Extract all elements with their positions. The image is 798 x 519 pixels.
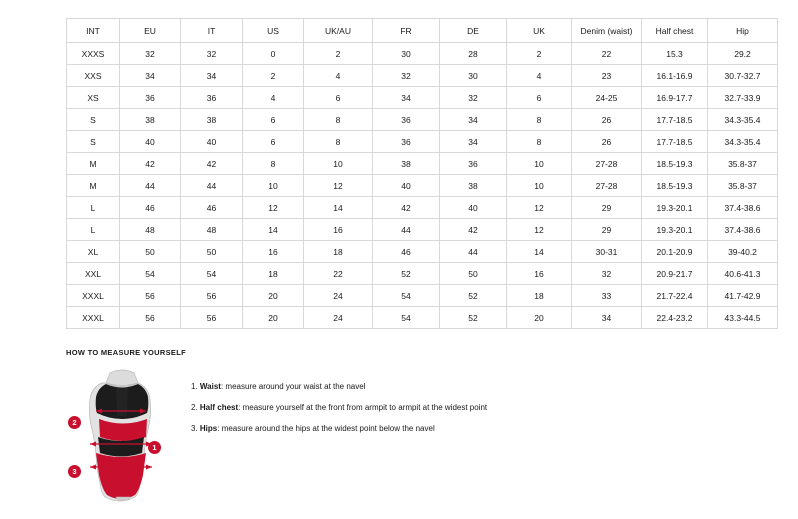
table-cell: 37.4-38.6	[708, 219, 778, 241]
table-cell: 36	[440, 153, 507, 175]
column-header: Half chest	[642, 19, 708, 43]
table-cell: 28	[440, 43, 507, 65]
table-cell: 52	[373, 263, 440, 285]
table-cell: 29.2	[708, 43, 778, 65]
table-cell: 34	[373, 87, 440, 109]
size-chart-table	[66, 18, 778, 329]
table-cell: 18	[304, 241, 373, 263]
table-cell: XXXS	[67, 43, 120, 65]
table-cell: 40	[181, 131, 243, 153]
instruction-item	[191, 383, 487, 392]
table-cell: 38	[440, 175, 507, 197]
table-cell: 6	[507, 87, 572, 109]
table-cell: L	[67, 197, 120, 219]
table-cell: 43.3-44.5	[708, 307, 778, 329]
table-cell: 36	[373, 131, 440, 153]
marker-1: 1	[148, 441, 161, 454]
table-cell: M	[67, 175, 120, 197]
table-cell: 24	[304, 285, 373, 307]
table-row	[67, 307, 778, 329]
column-header: Denim (waist)	[572, 19, 642, 43]
table-cell: M	[67, 153, 120, 175]
column-header: FR	[373, 19, 440, 43]
table-cell: 40	[373, 175, 440, 197]
table-cell: 56	[120, 307, 181, 329]
table-cell: 19.3-20.1	[642, 219, 708, 241]
table-cell: 16.9-17.7	[642, 87, 708, 109]
instruction-text: : measure around the hips at the widest point below the navel	[217, 423, 435, 433]
table-cell: 34	[572, 307, 642, 329]
column-header: EU	[120, 19, 181, 43]
column-header: Hip	[708, 19, 778, 43]
table-cell: 4	[243, 87, 304, 109]
table-cell: 36	[120, 87, 181, 109]
table-cell: 44	[181, 175, 243, 197]
table-row	[67, 153, 778, 175]
table-cell: 16	[304, 219, 373, 241]
table-cell: 42	[373, 197, 440, 219]
table-cell: 10	[304, 153, 373, 175]
table-row	[67, 87, 778, 109]
table-row	[67, 219, 778, 241]
table-cell: 32	[120, 43, 181, 65]
table-cell: XXXL	[67, 307, 120, 329]
table-cell: 2	[507, 43, 572, 65]
table-cell: 46	[373, 241, 440, 263]
table-cell: 30-31	[572, 241, 642, 263]
table-cell: 10	[243, 175, 304, 197]
table-cell: 22	[304, 263, 373, 285]
table-cell: 34	[181, 65, 243, 87]
table-cell: 14	[304, 197, 373, 219]
table-cell: 40.6-41.3	[708, 263, 778, 285]
table-cell: 15.3	[642, 43, 708, 65]
table-cell: 27-28	[572, 153, 642, 175]
measure-title: HOW TO MEASURE YOURSELF	[66, 348, 186, 357]
table-cell: 18	[507, 285, 572, 307]
table-cell: 42	[181, 153, 243, 175]
marker-2: 2	[68, 416, 81, 429]
column-header: IT	[181, 19, 243, 43]
table-cell: 32	[440, 87, 507, 109]
table-cell: 8	[507, 109, 572, 131]
table-cell: 8	[507, 131, 572, 153]
instruction-term: Hips	[199, 423, 218, 433]
table-cell: 18.5-19.3	[642, 153, 708, 175]
how-to-measure-section	[66, 348, 746, 502]
table-cell: 38	[120, 109, 181, 131]
column-header: INT	[67, 19, 120, 43]
table-row	[67, 175, 778, 197]
table-cell: 34.3-35.4	[708, 109, 778, 131]
table-body	[67, 43, 778, 329]
table-cell: S	[67, 109, 120, 131]
table-cell: 40	[440, 197, 507, 219]
mannequin-illustration	[66, 367, 181, 502]
table-cell: 6	[243, 109, 304, 131]
table-cell: 21.7-22.4	[642, 285, 708, 307]
table-cell: 29	[572, 219, 642, 241]
table-cell: 32	[373, 65, 440, 87]
table-cell: 10	[507, 153, 572, 175]
table-cell: 46	[181, 197, 243, 219]
table-cell: 20.9-21.7	[642, 263, 708, 285]
instruction-term: Waist	[199, 382, 221, 391]
table-cell: 26	[572, 109, 642, 131]
table-cell: 42	[120, 153, 181, 175]
table-cell: 24	[304, 307, 373, 329]
column-header: UK/AU	[304, 19, 373, 43]
table-cell: 12	[507, 197, 572, 219]
table-cell: 20	[243, 285, 304, 307]
table-cell: 12	[507, 219, 572, 241]
table-cell: 12	[304, 175, 373, 197]
table-cell: 0	[243, 43, 304, 65]
instruction-text: : measure yourself at the front from armpit to armpit at the widest point	[238, 402, 488, 412]
table-cell: 20	[507, 307, 572, 329]
table-cell: 32	[181, 43, 243, 65]
table-cell: 12	[243, 197, 304, 219]
table-cell: 4	[507, 65, 572, 87]
table-cell: 16	[507, 263, 572, 285]
table-cell: 20.1-20.9	[642, 241, 708, 263]
table-cell: 4	[304, 65, 373, 87]
table-cell: 41.7-42.9	[708, 285, 778, 307]
table-row	[67, 241, 778, 263]
table-cell: 16	[243, 241, 304, 263]
table-cell: 29	[572, 197, 642, 219]
table-cell: 18	[243, 263, 304, 285]
table-cell: 54	[120, 263, 181, 285]
table-cell: XXXL	[67, 285, 120, 307]
table-row	[67, 109, 778, 131]
marker-3: 3	[68, 465, 81, 478]
table-cell: 30.7-32.7	[708, 65, 778, 87]
table-cell: 34	[120, 65, 181, 87]
table-cell: 36	[181, 87, 243, 109]
instruction-item	[191, 425, 487, 434]
table-cell: 37.4-38.6	[708, 197, 778, 219]
table-cell: 32	[572, 263, 642, 285]
table-cell: 35.8-37	[708, 175, 778, 197]
table-cell: 8	[304, 109, 373, 131]
table-cell: XS	[67, 87, 120, 109]
mannequin-figure	[66, 367, 181, 502]
table-cell: 16.1-16.9	[642, 65, 708, 87]
table-cell: 14	[243, 219, 304, 241]
table-cell: 54	[181, 263, 243, 285]
table-cell: 8	[304, 131, 373, 153]
table-cell: 50	[440, 263, 507, 285]
table-cell: 44	[120, 175, 181, 197]
table-cell: 6	[304, 87, 373, 109]
table-cell: 54	[373, 307, 440, 329]
table-header-row	[67, 19, 778, 43]
table-cell: 30	[440, 65, 507, 87]
table-cell: 2	[304, 43, 373, 65]
instruction-item	[191, 404, 487, 413]
table-cell: 56	[120, 285, 181, 307]
table-cell: S	[67, 131, 120, 153]
table-cell: 2	[243, 65, 304, 87]
table-cell: 34	[440, 109, 507, 131]
table-cell: 19.3-20.1	[642, 197, 708, 219]
table-cell: 52	[440, 307, 507, 329]
table-row	[67, 43, 778, 65]
table-cell: 20	[243, 307, 304, 329]
table-cell: 26	[572, 131, 642, 153]
instruction-number: 3.	[191, 423, 198, 433]
table-cell: 10	[507, 175, 572, 197]
column-header: UK	[507, 19, 572, 43]
table-cell: 38	[181, 109, 243, 131]
table-cell: 33	[572, 285, 642, 307]
instruction-term: Half chest	[199, 402, 239, 412]
table-cell: 22	[572, 43, 642, 65]
table-cell: 17.7-18.5	[642, 109, 708, 131]
table-cell: 38	[373, 153, 440, 175]
column-header: DE	[440, 19, 507, 43]
table-cell: XXL	[67, 263, 120, 285]
table-cell: 46	[120, 197, 181, 219]
table-cell: 52	[440, 285, 507, 307]
table-cell: 50	[181, 241, 243, 263]
table-cell: 42	[440, 219, 507, 241]
measure-instructions	[191, 367, 487, 445]
table-cell: 48	[120, 219, 181, 241]
table-row	[67, 131, 778, 153]
instruction-number: 2.	[191, 402, 198, 412]
column-header: US	[243, 19, 304, 43]
table-row	[67, 197, 778, 219]
table-cell: 56	[181, 307, 243, 329]
table-cell: 24-25	[572, 87, 642, 109]
table-cell: 50	[120, 241, 181, 263]
table-cell: 6	[243, 131, 304, 153]
table-cell: 8	[243, 153, 304, 175]
table-cell: 34.3-35.4	[708, 131, 778, 153]
table-cell: 56	[181, 285, 243, 307]
table-cell: 30	[373, 43, 440, 65]
table-row	[67, 65, 778, 87]
table-cell: 18.5-19.3	[642, 175, 708, 197]
table-row	[67, 263, 778, 285]
table-cell: L	[67, 219, 120, 241]
table-cell: 22.4-23.2	[642, 307, 708, 329]
table-cell: 36	[373, 109, 440, 131]
table-cell: XL	[67, 241, 120, 263]
table-cell: 35.8-37	[708, 153, 778, 175]
table-cell: 27-28	[572, 175, 642, 197]
table-cell: 44	[373, 219, 440, 241]
table-cell: 14	[507, 241, 572, 263]
instruction-text: : measure around your waist at the navel	[220, 382, 366, 391]
table-cell: 17.7-18.5	[642, 131, 708, 153]
instruction-number: 1.	[191, 382, 198, 391]
table-row	[67, 285, 778, 307]
table-cell: 44	[440, 241, 507, 263]
table-cell: 48	[181, 219, 243, 241]
table-cell: 54	[373, 285, 440, 307]
table-cell: 32.7-33.9	[708, 87, 778, 109]
table-cell: 23	[572, 65, 642, 87]
table-cell: XXS	[67, 65, 120, 87]
table-cell: 39-40.2	[708, 241, 778, 263]
table-cell: 34	[440, 131, 507, 153]
table-cell: 40	[120, 131, 181, 153]
